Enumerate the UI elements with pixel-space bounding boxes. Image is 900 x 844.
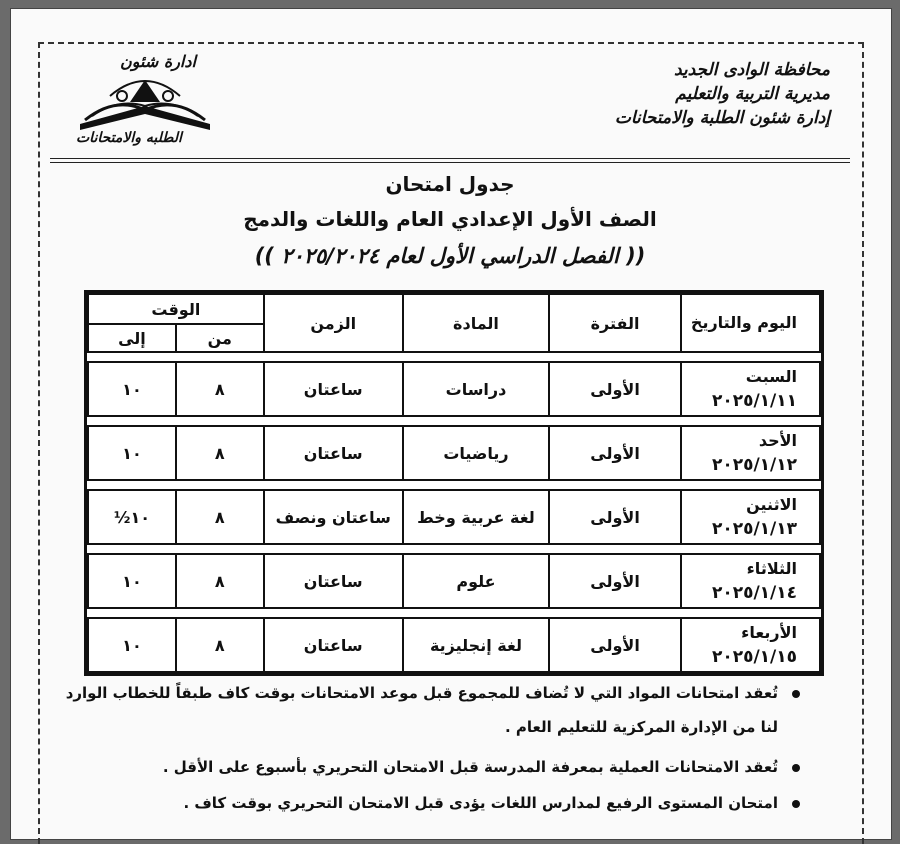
header-period: الفترة xyxy=(549,294,681,352)
subject-cell: لغة عربية وخط xyxy=(403,490,549,544)
table-row xyxy=(88,362,820,416)
table-row xyxy=(88,426,820,480)
day-name: الأحد xyxy=(758,431,797,450)
note-text: امتحان المستوى الرفيع لمدارس اللغات يؤدى قبل الامتحان التحريري بوقت كاف . xyxy=(183,794,778,812)
day-name: الاثنين xyxy=(746,495,797,514)
divider-top-2 xyxy=(50,162,850,163)
exam-date: ٢٠٢٥/١/١٢ xyxy=(711,455,797,475)
governorate-name: محافظة الوادى الجديد xyxy=(673,60,830,80)
bullet-icon xyxy=(792,800,800,808)
exam-schedule-table xyxy=(84,290,824,676)
day-name: السبت xyxy=(745,367,797,386)
to-cell: ١٠½ xyxy=(88,490,176,544)
note-text: لنا من الإدارة المركزية للتعليم العام . xyxy=(504,718,778,736)
duration-cell: ساعتان xyxy=(264,618,403,672)
header-from: من xyxy=(176,324,264,352)
to-cell: ١٠ xyxy=(88,618,176,672)
duration-cell: ساعتان xyxy=(264,426,403,480)
duration-cell: ساعتان ونصف xyxy=(264,490,403,544)
to-cell: ١٠ xyxy=(88,426,176,480)
exam-date: ٢٠٢٥/١/١٤ xyxy=(711,583,797,603)
from-cell: ٨ xyxy=(176,490,264,544)
from-cell: ٨ xyxy=(176,362,264,416)
note-text: تُعقد الامتحانات العملية بمعرفة المدرسة قبل الامتحان التحريري بأسبوع على الأقل . xyxy=(162,758,778,776)
exam-date: ٢٠٢٥/١/١٣ xyxy=(711,519,797,539)
subject-cell: علوم xyxy=(403,554,549,608)
duration-cell: ساعتان xyxy=(264,362,403,416)
from-cell: ٨ xyxy=(176,618,264,672)
directorate-name: مديرية التربية والتعليم xyxy=(675,84,830,104)
header-to: إلى xyxy=(88,324,176,352)
exam-date: ٢٠٢٥/١/١٥ xyxy=(711,647,797,667)
from-cell: ٨ xyxy=(176,426,264,480)
doc-title: جدول امتحان xyxy=(385,172,515,196)
to-cell: ١٠ xyxy=(88,554,176,608)
term-title: (( الفصل الدراسي الأول لعام ٢٠٢٥/٢٠٢٤ )) xyxy=(254,244,646,268)
notes-list xyxy=(60,684,800,814)
day-name: الثلاثاء xyxy=(746,559,797,578)
bullet-icon xyxy=(792,690,800,698)
note-item xyxy=(183,794,800,812)
note-item xyxy=(163,758,800,776)
table-row xyxy=(88,618,820,672)
period-cell: الأولى xyxy=(549,490,681,544)
subject-cell: دراسات xyxy=(403,362,549,416)
table-row xyxy=(88,554,820,608)
subject-cell: لغة إنجليزية xyxy=(403,618,549,672)
logo-text-bottom: الطلبه والامتحانات xyxy=(76,130,182,146)
exam-date: ٢٠٢٥/١/١١ xyxy=(711,391,797,411)
issuer-block xyxy=(530,58,830,130)
day-name: الأربعاء xyxy=(741,623,797,642)
period-cell: الأولى xyxy=(549,362,681,416)
duration-cell: ساعتان xyxy=(264,554,403,608)
subject-cell: رياضيات xyxy=(403,426,549,480)
from-cell: ٨ xyxy=(176,554,264,608)
header-duration: الزمن xyxy=(264,294,403,352)
note-text: تُعقد امتحانات المواد التي لا تُضاف للمجموع قبل موعد الامتحانات بوقت كاف طبقاً للخطاب الوارد xyxy=(65,684,778,702)
divider-top xyxy=(50,158,850,159)
period-cell: الأولى xyxy=(549,426,681,480)
department-name: إدارة شئون الطلبة والامتحانات xyxy=(614,108,830,128)
period-cell: الأولى xyxy=(549,618,681,672)
note-item-continued xyxy=(505,718,778,736)
to-cell: ١٠ xyxy=(88,362,176,416)
logo-text-top: ادارة شئون xyxy=(120,52,196,71)
note-item xyxy=(66,684,800,702)
table-row xyxy=(88,490,820,544)
bullet-icon xyxy=(792,764,800,772)
header-day: اليوم والتاريخ xyxy=(681,294,820,352)
grade-title: الصف الأول الإعدادي العام واللغات والدمج xyxy=(243,207,657,231)
header-subject: المادة xyxy=(403,294,549,352)
department-logo xyxy=(70,52,220,152)
header-time: الوقت xyxy=(88,294,264,324)
period-cell: الأولى xyxy=(549,554,681,608)
